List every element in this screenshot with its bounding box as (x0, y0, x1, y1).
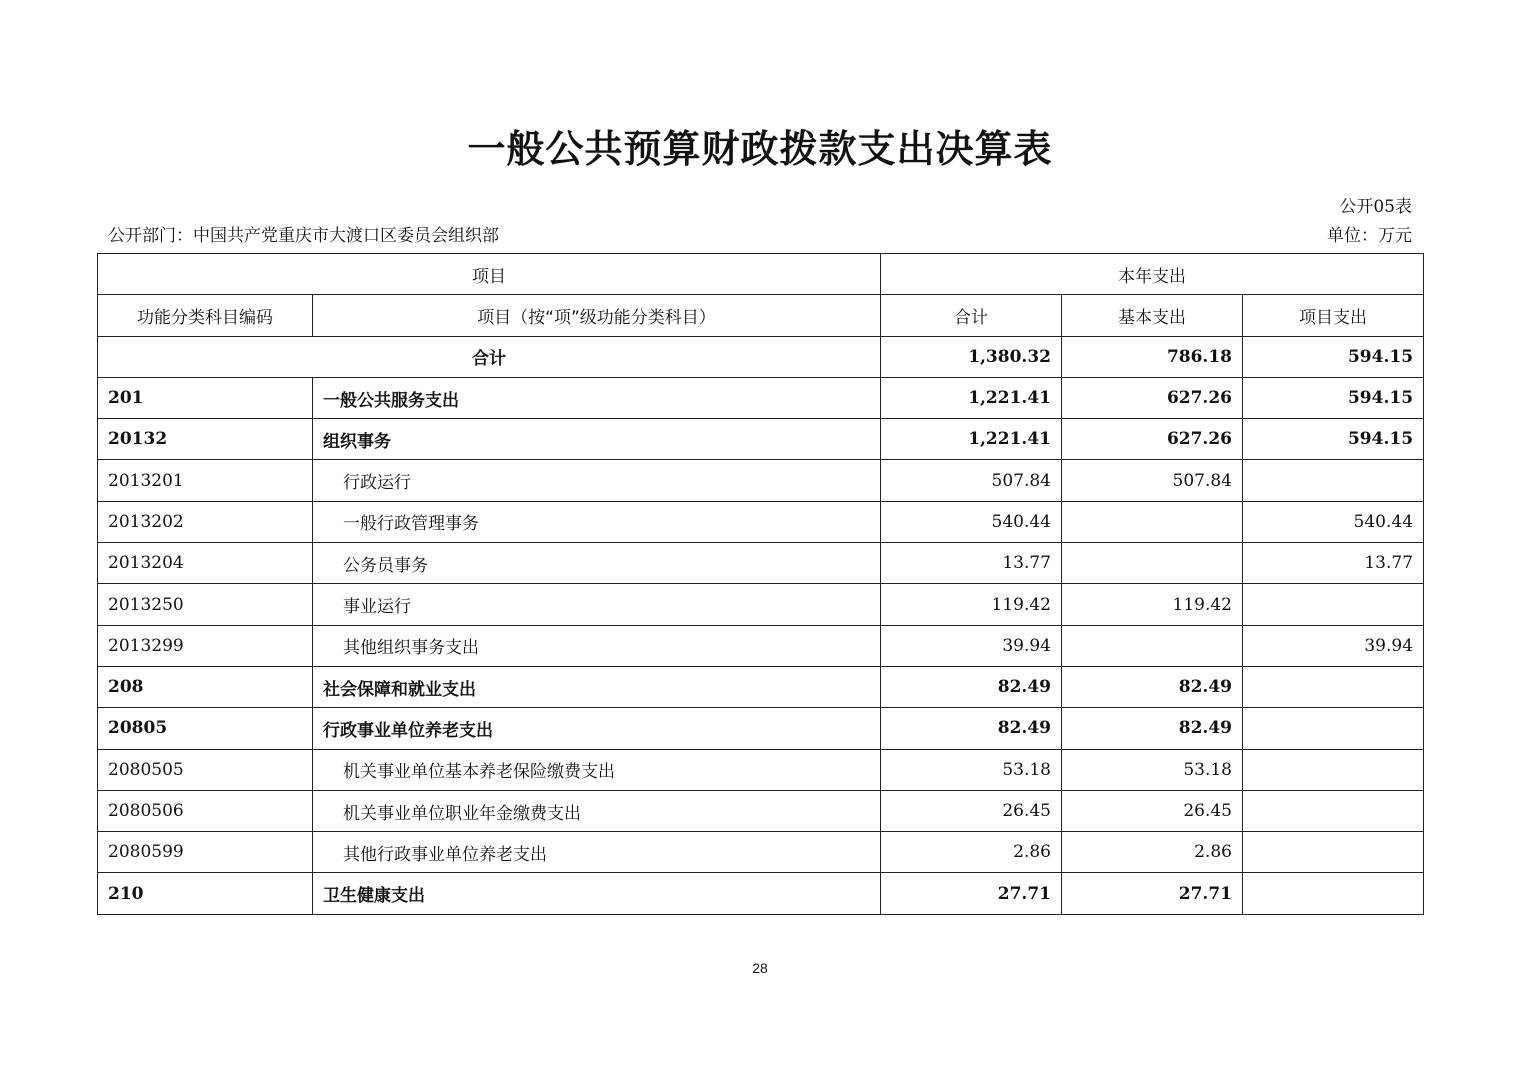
row-project: 39.94 (1243, 625, 1424, 666)
row-name: 卫生健康支出 (313, 873, 881, 914)
total-project: 594.15 (1243, 336, 1424, 377)
row-code: 2013299 (98, 625, 313, 666)
row-total: 82.49 (881, 708, 1062, 749)
row-code: 20805 (98, 708, 313, 749)
row-name: 事业运行 (313, 584, 881, 625)
row-name: 机关事业单位职业年金缴费支出 (313, 790, 881, 831)
row-code: 20132 (98, 419, 313, 460)
row-total: 27.71 (881, 873, 1062, 914)
table-row (98, 501, 1424, 542)
row-total: 53.18 (881, 749, 1062, 790)
row-basic: 2.86 (1062, 832, 1243, 873)
row-basic (1062, 625, 1243, 666)
row-total: 13.77 (881, 543, 1062, 584)
header-basic: 基本支出 (1062, 295, 1243, 336)
row-basic (1062, 543, 1243, 584)
total-amount: 1,380.32 (881, 336, 1062, 377)
total-row (98, 336, 1424, 377)
row-basic: 27.71 (1062, 873, 1243, 914)
row-name: 机关事业单位基本养老保险缴费支出 (313, 749, 881, 790)
row-code: 2013202 (98, 501, 313, 542)
row-project (1243, 460, 1424, 501)
header-code: 功能分类科目编码 (98, 295, 313, 336)
header-project: 项目 (98, 254, 881, 295)
row-project: 540.44 (1243, 501, 1424, 542)
row-basic: 627.26 (1062, 419, 1243, 460)
row-name: 一般行政管理事务 (313, 501, 881, 542)
table-row (98, 377, 1424, 418)
row-project (1243, 790, 1424, 831)
row-basic: 507.84 (1062, 460, 1243, 501)
row-project (1243, 832, 1424, 873)
row-total: 39.94 (881, 625, 1062, 666)
table-row (98, 666, 1424, 707)
row-basic: 53.18 (1062, 749, 1243, 790)
row-name: 公务员事务 (313, 543, 881, 584)
header-current-year: 本年支出 (881, 254, 1424, 295)
row-total: 82.49 (881, 666, 1062, 707)
page-title: 一般公共预算财政拨款支出决算表 (467, 127, 1053, 171)
row-project: 594.15 (1243, 419, 1424, 460)
row-code: 2080599 (98, 832, 313, 873)
row-name: 社会保障和就业支出 (313, 666, 881, 707)
row-total: 507.84 (881, 460, 1062, 501)
row-code: 210 (98, 873, 313, 914)
row-code: 201 (98, 377, 313, 418)
row-project (1243, 584, 1424, 625)
budget-table (97, 253, 1424, 915)
header-item: 项目（按“项”级功能分类科目） (313, 295, 881, 336)
table-row (98, 873, 1424, 914)
row-name: 组织事务 (313, 419, 881, 460)
table-row (98, 625, 1424, 666)
row-basic: 119.42 (1062, 584, 1243, 625)
header-project-expense: 项目支出 (1243, 295, 1424, 336)
row-basic: 627.26 (1062, 377, 1243, 418)
row-name: 其他行政事业单位养老支出 (313, 832, 881, 873)
table-row (98, 790, 1424, 831)
table-code: 公开05表 (1339, 197, 1412, 217)
row-basic: 26.45 (1062, 790, 1243, 831)
row-code: 2013250 (98, 584, 313, 625)
row-total: 1,221.41 (881, 377, 1062, 418)
total-basic: 786.18 (1062, 336, 1243, 377)
row-name: 其他组织事务支出 (313, 625, 881, 666)
table-row (98, 584, 1424, 625)
table-row (98, 460, 1424, 501)
row-project (1243, 749, 1424, 790)
row-code: 2080505 (98, 749, 313, 790)
table-row (98, 832, 1424, 873)
header-row-2 (98, 295, 1424, 336)
row-project (1243, 666, 1424, 707)
table-row (98, 419, 1424, 460)
total-label: 合计 (98, 336, 881, 377)
row-name: 行政运行 (313, 460, 881, 501)
row-project (1243, 873, 1424, 914)
row-basic: 82.49 (1062, 666, 1243, 707)
row-total: 1,221.41 (881, 419, 1062, 460)
row-project (1243, 708, 1424, 749)
unit-label: 单位：万元 (1327, 226, 1412, 246)
row-total: 540.44 (881, 501, 1062, 542)
page-number: 28 (752, 960, 768, 976)
table-row (98, 708, 1424, 749)
row-name: 行政事业单位养老支出 (313, 708, 881, 749)
row-code: 2013204 (98, 543, 313, 584)
row-total: 26.45 (881, 790, 1062, 831)
header-row-1 (98, 254, 1424, 295)
row-name: 一般公共服务支出 (313, 377, 881, 418)
row-code: 2080506 (98, 790, 313, 831)
department-label: 公开部门：中国共产党重庆市大渡口区委员会组织部 (108, 226, 499, 246)
row-code: 208 (98, 666, 313, 707)
header-total: 合计 (881, 295, 1062, 336)
row-total: 2.86 (881, 832, 1062, 873)
row-basic: 82.49 (1062, 708, 1243, 749)
row-total: 119.42 (881, 584, 1062, 625)
table-row (98, 749, 1424, 790)
row-project: 13.77 (1243, 543, 1424, 584)
row-project: 594.15 (1243, 377, 1424, 418)
row-code: 2013201 (98, 460, 313, 501)
table-row (98, 543, 1424, 584)
row-basic (1062, 501, 1243, 542)
